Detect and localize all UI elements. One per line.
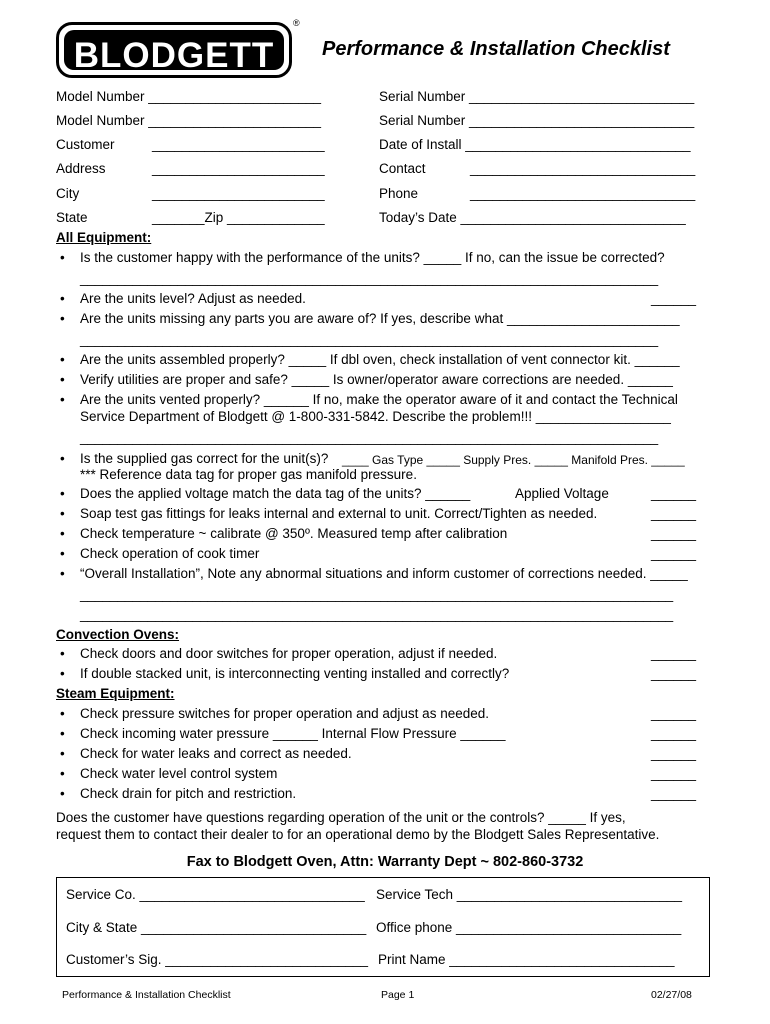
- footer-date: 02/27/08: [651, 989, 692, 1001]
- water-leaks-blank: ______: [651, 746, 697, 761]
- city-label: City: [56, 186, 80, 201]
- gas-manifold-note: *** Reference data tag for proper gas manifold pressure.: [80, 467, 417, 482]
- questions-line-1: Does the customer have questions regarding operation of the unit or the controls? _____ If yes,: [56, 810, 626, 825]
- office-phone-field: Office phone ______________________________: [376, 920, 682, 935]
- overall-blank-line-2: _______________________________________________________________________________: [80, 607, 674, 622]
- soap-test-item: Soap test gas fittings for leaks internal and external to unit. Correct/Tighten as needed.: [80, 506, 598, 521]
- model-number-1-label: Model Number _______________________: [56, 89, 321, 104]
- double-stacked-blank: ______: [651, 666, 697, 681]
- bullet-icon: •: [60, 666, 65, 681]
- bullet-icon: •: [60, 726, 65, 741]
- fax-instructions: Fax to Blodgett Oven, Attn: Warranty Dept ~ 802-860-3732: [186, 854, 584, 870]
- customer-happy-item: Is the customer happy with the performance of the units? _____ If no, can the issue be corrected?: [80, 250, 665, 265]
- bullet-icon: •: [60, 486, 65, 501]
- city-state-field: City & State ______________________________: [66, 920, 367, 935]
- assembled-properly-item: Are the units assembled properly? _____ If dbl oven, check installation of vent connector kit. ______: [80, 352, 680, 367]
- technical-service-line: Service Department of Blodgett @ 1-800-331-5842. Describe the problem!!! __________________: [80, 409, 671, 424]
- customer-label: Customer: [56, 137, 115, 152]
- applied-voltage-blank: ______: [651, 486, 697, 501]
- service-tech-field: Service Tech ______________________________: [376, 887, 683, 902]
- overall-installation-item: “Overall Installation”, Note any abnormal situations and inform customer of corrections needed. _____: [80, 566, 688, 581]
- date-of-install-label: Date of Install ______________________________: [379, 137, 691, 152]
- verify-utilities-item: Verify utilities are proper and safe? _____ Is owner/operator aware corrections are needed. ______: [80, 372, 673, 387]
- logo-background: [64, 30, 284, 75]
- customer-signature-field: Customer’s Sig. ___________________________: [66, 952, 369, 967]
- check-temperature-item: Check temperature ~ calibrate @ 350º. Measured temp after calibration: [80, 526, 508, 541]
- bullet-icon: •: [60, 766, 65, 781]
- all-equipment-heading: All Equipment:: [56, 230, 152, 245]
- phone-label: Phone: [379, 186, 419, 201]
- water-level-blank: ______: [651, 766, 697, 781]
- supplied-gas-item: Is the supplied gas correct for the unit(s)?: [80, 451, 329, 466]
- bullet-icon: •: [60, 311, 65, 326]
- bullet-icon: •: [60, 392, 65, 407]
- logo-text: BLODGETT: [73, 36, 275, 75]
- water-level-item: Check water level control system: [80, 766, 278, 781]
- bullet-icon: •: [60, 706, 65, 721]
- bullet-icon: •: [60, 451, 65, 466]
- soap-test-blank: ______: [651, 506, 697, 521]
- phone-blank: ______________________________: [470, 186, 696, 201]
- bullet-icon: •: [60, 746, 65, 761]
- footer-page-number: Page 1: [381, 989, 415, 1001]
- overall-blank-line-1: _______________________________________________________________________________: [80, 587, 674, 602]
- convection-ovens-heading: Convection Ovens:: [56, 627, 180, 642]
- page-title: Performance & Installation Checklist: [322, 38, 670, 60]
- bullet-icon: •: [60, 526, 65, 541]
- gas-type-fields: ____ Gas Type _____ Supply Pres. _____ Manifold Pres. _____: [342, 453, 685, 467]
- water-leaks-item: Check for water leaks and correct as needed.: [80, 746, 352, 761]
- check-drain-item: Check drain for pitch and restriction.: [80, 786, 297, 801]
- todays-date-label: Today’s Date ______________________________: [379, 210, 686, 225]
- bullet-icon: •: [60, 352, 65, 367]
- bullet-icon: •: [60, 786, 65, 801]
- bullet-icon: •: [60, 566, 65, 581]
- footer-document-title: Performance & Installation Checklist: [62, 989, 231, 1001]
- vented-properly-item: Are the units vented properly? ______ If no, make the operator aware of it and contact the Technical: [80, 392, 678, 407]
- bullet-icon: •: [60, 372, 65, 387]
- cook-timer-item: Check operation of cook timer: [80, 546, 260, 561]
- steam-equipment-heading: Steam Equipment:: [56, 686, 175, 701]
- missing-parts-item: Are the units missing any parts you are aware of? If yes, describe what _______________________: [80, 311, 680, 326]
- applied-voltage-label: Applied Voltage: [515, 486, 609, 501]
- double-stacked-item: If double stacked unit, is interconnecting venting installed and correctly?: [80, 666, 510, 681]
- state-label: State: [56, 210, 88, 225]
- bullet-icon: •: [60, 250, 65, 265]
- water-pressure-blank: ______: [651, 726, 697, 741]
- questions-line-2: request them to contact their dealer to for an operational demo by the Blodgett Sales Representative.: [56, 827, 660, 842]
- service-info-box: [56, 877, 710, 977]
- address-blank: _______________________: [152, 161, 325, 176]
- state-zip-blank: _______Zip _____________: [152, 210, 325, 225]
- bullet-icon: •: [60, 506, 65, 521]
- check-drain-blank: ______: [651, 786, 697, 801]
- pressure-switches-blank: ______: [651, 706, 697, 721]
- pressure-switches-item: Check pressure switches for proper operation and adjust as needed.: [80, 706, 489, 721]
- units-level-blank: ______: [651, 291, 697, 306]
- bullet-icon: •: [60, 646, 65, 661]
- customer-blank: _______________________: [152, 137, 325, 152]
- water-pressure-item: Check incoming water pressure ______ Internal Flow Pressure ______: [80, 726, 506, 741]
- check-doors-blank: ______: [651, 646, 697, 661]
- address-label: Address: [56, 161, 106, 176]
- check-doors-item: Check doors and door switches for proper operation, adjust if needed.: [80, 646, 498, 661]
- units-level-item: Are the units level? Adjust as needed.: [80, 291, 306, 306]
- serial-number-2-label: Serial Number ______________________________: [379, 113, 695, 128]
- bullet-icon: •: [60, 291, 65, 306]
- applied-voltage-item: Does the applied voltage match the data tag of the units? ______: [80, 486, 471, 501]
- model-number-2-label: Model Number _______________________: [56, 113, 321, 128]
- contact-blank: ______________________________: [470, 161, 696, 176]
- serial-number-1-label: Serial Number ______________________________: [379, 89, 695, 104]
- vented-blank-line: _____________________________________________________________________________: [80, 430, 659, 445]
- registered-mark: ®: [293, 18, 300, 28]
- blodgett-logo: [56, 22, 292, 78]
- city-blank: _______________________: [152, 186, 325, 201]
- bullet-icon: •: [60, 546, 65, 561]
- service-co-field: Service Co. ______________________________: [66, 887, 365, 902]
- missing-parts-blank-line: _____________________________________________________________________________: [80, 332, 659, 347]
- cook-timer-blank: ______: [651, 546, 697, 561]
- print-name-field: Print Name ______________________________: [378, 952, 675, 967]
- check-temperature-blank: ______: [651, 526, 697, 541]
- contact-label: Contact: [379, 161, 426, 176]
- customer-happy-blank-line: _____________________________________________________________________________: [80, 271, 659, 286]
